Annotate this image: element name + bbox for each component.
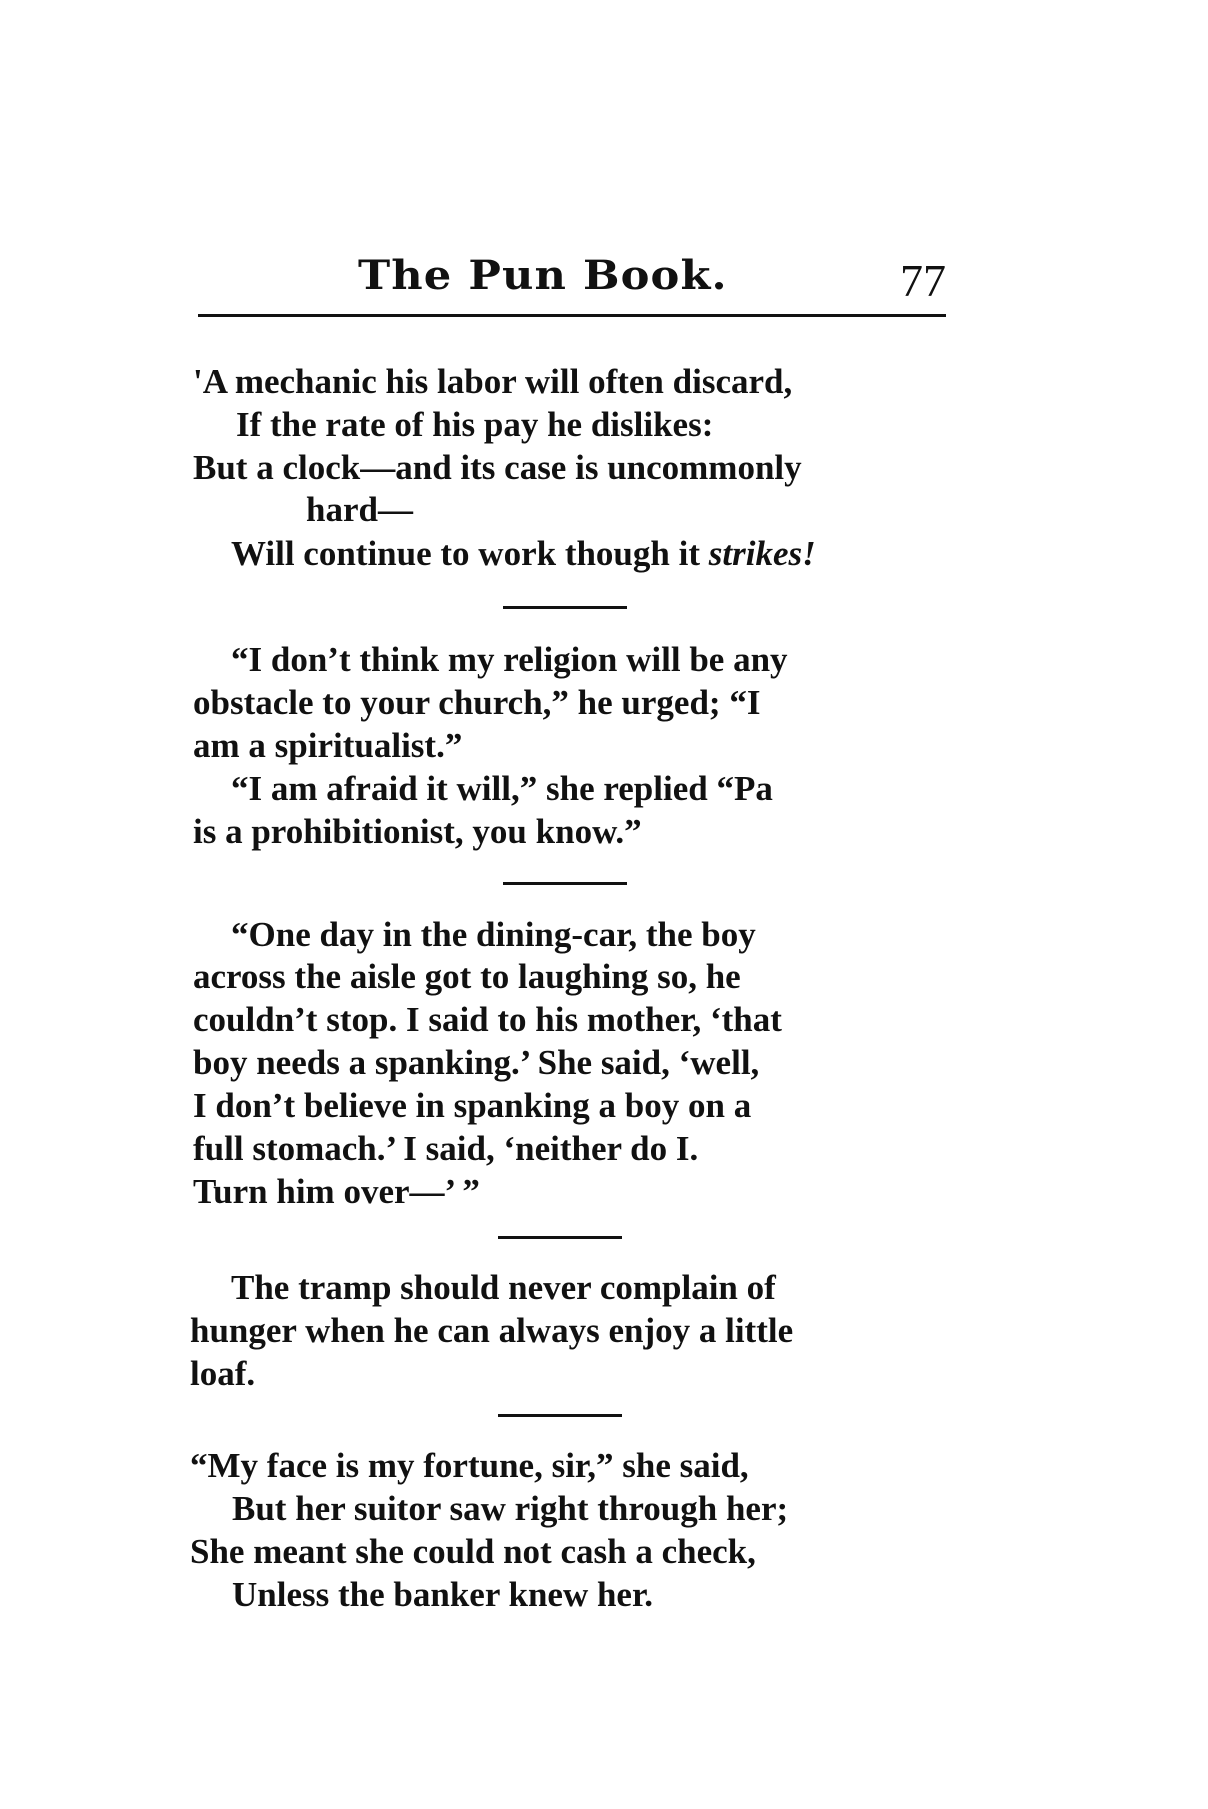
joke3-line-4: boy needs a spanking.’ She said, ‘well, — [193, 1043, 760, 1082]
poem1-line-1: 'A mechanic his labor will often discard, — [193, 362, 793, 401]
joke4-line-1: The tramp should never complain of — [231, 1268, 776, 1307]
joke2-line-2: obstacle to your church,” he urged; “I — [193, 683, 761, 722]
poem1-italic-word: strikes! — [708, 534, 816, 573]
joke3-line-6: full stomach.’ I said, ‘neither do I. — [193, 1129, 699, 1168]
poem1-line-4: hard— — [306, 490, 413, 529]
header-rule — [198, 314, 946, 317]
joke3-line-5: I don’t believe in spanking a boy on a — [193, 1086, 752, 1125]
poem5-line-2: But her suitor saw right through her; — [232, 1489, 789, 1528]
running-head — [198, 252, 946, 312]
poem5-line-1: “My face is my fortune, sir,” she said, — [190, 1446, 749, 1485]
separator-rule — [503, 606, 627, 609]
joke3-line-7: Turn him over—’ ” — [193, 1172, 480, 1211]
poem5-line-4: Unless the banker knew her. — [232, 1575, 654, 1614]
separator-rule — [503, 882, 627, 885]
separator-rule — [498, 1414, 622, 1417]
joke2-line-4: “I am afraid it will,” she replied “Pa — [231, 769, 773, 808]
page-number: 77 — [900, 255, 946, 306]
joke3-line-1: “One day in the dining-car, the boy — [231, 915, 756, 954]
poem1-line-5-text: Will continue to work though it — [231, 534, 709, 573]
joke3-line-3: couldn’t stop. I said to his mother, ‘that — [193, 1000, 782, 1039]
poem5-line-3: She meant she could not cash a check, — [190, 1532, 756, 1571]
poem1-line-3: But a clock—and its case is uncommonly — [193, 448, 802, 487]
poem1-line-5 — [231, 534, 816, 574]
joke2-line-5: is a prohibitionist, you know.” — [193, 812, 642, 851]
poem1-line-2: If the rate of his pay he dislikes: — [236, 405, 714, 444]
joke3-line-2: across the aisle got to laughing so, he — [193, 957, 741, 996]
joke4-line-3: loaf. — [190, 1354, 256, 1393]
joke2-line-3: am a spiritualist.” — [193, 726, 463, 765]
separator-rule — [498, 1236, 622, 1239]
book-title: The Pun Book. — [358, 252, 728, 299]
joke4-line-2: hunger when he can always enjoy a little — [190, 1311, 794, 1350]
joke2-line-1: “I don’t think my religion will be any — [231, 640, 788, 679]
